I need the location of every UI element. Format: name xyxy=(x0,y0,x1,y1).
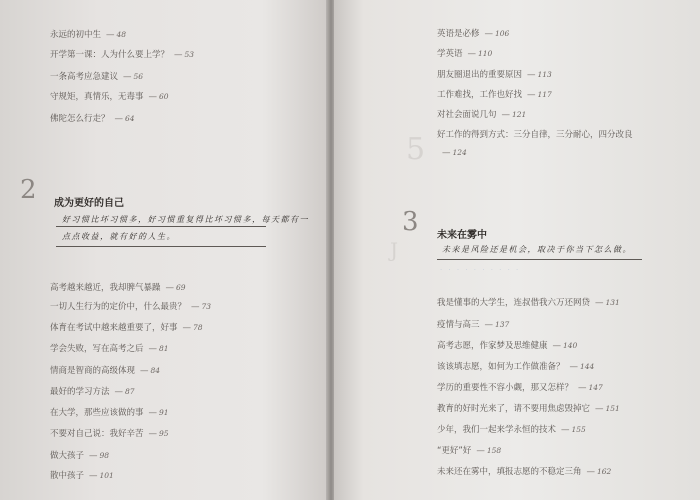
toc-entry-page: 101 xyxy=(99,471,114,480)
chapter-title[interactable]: 未来在雾中 xyxy=(437,230,487,241)
left-page xyxy=(0,0,328,500)
bleed-through-mark: J xyxy=(390,238,399,262)
leader-dash: — xyxy=(578,383,586,393)
toc-entry-page: 117 xyxy=(537,90,552,99)
toc-entry[interactable] xyxy=(437,27,509,39)
toc-entry-page: 60 xyxy=(159,92,169,101)
toc-entry-title: 散中孩子 xyxy=(50,471,85,481)
toc-entry-title: 佛陀怎么行走？ xyxy=(50,114,110,124)
toc-entry-title: 体育在考试中越来越重要了，好事 xyxy=(50,323,178,333)
toc-entry-title: 对社会面说几句 xyxy=(437,110,497,120)
toc-entry[interactable] xyxy=(50,48,194,60)
toc-entry[interactable] xyxy=(50,427,169,439)
toc-entry[interactable] xyxy=(437,128,633,140)
toc-entry[interactable] xyxy=(437,68,552,80)
chapter-subtitle-line-1: 好习惯比坏习惯多，好习惯重复得比坏习惯多，每天都有一 xyxy=(62,215,309,224)
toc-entry[interactable] xyxy=(50,300,211,312)
toc-entry-title: 情商是智商的高级体现 xyxy=(50,366,136,376)
toc-entry-title: 在大学，那些应该做的事 xyxy=(50,408,144,418)
toc-entry-page: 64 xyxy=(125,114,135,123)
toc-entry-page: 48 xyxy=(116,30,127,39)
leader-dash: — xyxy=(484,29,493,39)
toc-entry[interactable] xyxy=(437,423,586,435)
leader-dash: — xyxy=(527,90,535,100)
leader-dash: — xyxy=(595,298,603,308)
toc-entry-page: 158 xyxy=(486,446,502,455)
leader-dash: — xyxy=(527,70,535,80)
leader-dash: — xyxy=(595,404,603,414)
toc-entry-title: 守规矩，真情乐，无毒事 xyxy=(50,92,144,102)
toc-entry-page: 121 xyxy=(512,110,527,119)
toc-entry[interactable] xyxy=(437,444,501,456)
toc-entry-title: 永远的初中生 xyxy=(50,30,102,40)
toc-entry[interactable] xyxy=(437,381,603,393)
chapter-subtitle: 未来是风险还是机会，取决于你当下怎么做。 xyxy=(442,245,632,254)
leader-dash: — xyxy=(140,366,148,376)
toc-entry-page: 144 xyxy=(580,362,595,371)
toc-entry-title: 疫情与高三 xyxy=(437,320,480,330)
toc-entry-title: 一条高考应急建议 xyxy=(50,72,119,82)
toc-entry-page: 124 xyxy=(452,148,467,157)
leader-dash: — xyxy=(106,30,114,40)
toc-entry-page: 137 xyxy=(495,320,510,329)
bleed-through-mark: · · · · · · · · · · xyxy=(440,266,521,274)
toc-entry-title: 英语是必修 xyxy=(437,29,480,39)
leader-dash: — xyxy=(501,110,510,120)
leader-dash: — xyxy=(569,362,578,372)
toc-entry-title: 工作难找，工作也好找 xyxy=(437,90,523,100)
toc-entry-title: 好工作的得到方式：三分自律，三分耐心，四分改良 xyxy=(437,130,633,140)
toc-entry-title: 开学第一课：人为什么要上学？ xyxy=(50,50,170,60)
leader-dash: — xyxy=(114,114,123,124)
toc-entry-title: 不要对自己说：我好辛苦 xyxy=(50,429,144,439)
leader-dash: — xyxy=(148,429,157,439)
toc-entry-title: 未来还在雾中，填报志愿的不稳定三角 xyxy=(437,467,582,477)
toc-entry-page: 69 xyxy=(176,283,186,292)
toc-entry[interactable] xyxy=(437,108,526,120)
toc-entry[interactable] xyxy=(50,385,135,397)
leader-dash: — xyxy=(174,50,182,60)
toc-entry[interactable] xyxy=(437,318,509,330)
leader-dash: — xyxy=(182,323,191,333)
toc-entry-title: 我是懂事的大学生，连叔借我六万还网贷 xyxy=(437,298,591,308)
leader-dash: — xyxy=(148,92,157,102)
toc-entry[interactable] xyxy=(50,28,126,40)
leader-dash: — xyxy=(191,302,199,312)
chapter-divider xyxy=(56,246,266,247)
toc-entry-title: 学英语 xyxy=(437,49,463,59)
toc-entry[interactable] xyxy=(50,90,169,102)
leader-dash: — xyxy=(467,49,476,59)
toc-entry-page: 140 xyxy=(563,341,578,350)
toc-entry-page: 151 xyxy=(605,404,620,413)
leader-dash: — xyxy=(165,283,174,293)
toc-entry-page: 147 xyxy=(588,383,603,392)
chapter-title[interactable]: 成为更好的自己 xyxy=(54,198,124,209)
toc-entry-page: 95 xyxy=(159,429,169,438)
toc-entry[interactable] xyxy=(437,360,594,372)
chapter-number: 2 xyxy=(20,175,37,205)
toc-entry-page: 110 xyxy=(478,49,493,58)
toc-entry-page: 162 xyxy=(597,467,612,476)
leader-dash: — xyxy=(586,467,595,477)
toc-entry-page: 81 xyxy=(159,344,169,353)
toc-entry-page: 113 xyxy=(537,70,552,79)
toc-entry-title: 教育的好时光来了，请不要用焦虑毁掉它 xyxy=(437,404,591,414)
toc-entry-title: 高考越来越近，我却脾气暴躁 xyxy=(50,283,161,293)
toc-entry[interactable] xyxy=(50,70,143,82)
leader-dash: — xyxy=(561,425,569,435)
toc-entry[interactable] xyxy=(437,88,552,100)
chapter-divider xyxy=(437,259,642,260)
toc-entry[interactable] xyxy=(50,112,135,124)
leader-dash: — xyxy=(114,387,123,397)
toc-entry[interactable] xyxy=(50,406,169,418)
toc-entry-continuation[interactable] xyxy=(437,148,467,158)
toc-entry[interactable] xyxy=(437,296,620,308)
toc-entry-title: 朋友圈退出的重要原因 xyxy=(437,70,523,80)
toc-entry-title: 学会失败，写在高考之后 xyxy=(50,344,144,354)
toc-entry[interactable] xyxy=(50,281,186,293)
leader-dash: — xyxy=(484,320,493,330)
toc-entry-title: 最好的学习方法 xyxy=(50,387,110,397)
toc-entry-page: 91 xyxy=(159,408,169,417)
toc-entry-title: 高考志愿，作家梦及思维健康 xyxy=(437,341,548,351)
toc-entry[interactable] xyxy=(437,339,577,351)
toc-entry[interactable] xyxy=(437,47,492,59)
toc-entry[interactable] xyxy=(437,465,611,477)
right-page xyxy=(334,0,700,500)
toc-entry-page: 87 xyxy=(125,387,135,396)
toc-entry[interactable] xyxy=(50,342,169,354)
chapter-divider xyxy=(56,226,266,227)
toc-entry-page: 53 xyxy=(184,50,195,59)
toc-entry-title: 学历的重要性不容小觑，那又怎样？ xyxy=(437,383,574,393)
toc-entry-title: 一切人生行为的定价中，什么最贵？ xyxy=(50,302,187,312)
leader-dash: — xyxy=(148,344,157,354)
toc-entry-title: “更好”好 xyxy=(437,446,472,456)
chapter-number: 3 xyxy=(402,207,419,237)
leader-dash: — xyxy=(442,148,450,158)
toc-entry-title: 少年，我们一起来学永恒的技术 xyxy=(437,425,557,435)
toc-entry-page: 106 xyxy=(495,29,510,38)
toc-entry[interactable] xyxy=(437,402,620,414)
leader-dash: — xyxy=(476,446,484,456)
leader-dash: — xyxy=(123,72,131,82)
toc-entry-page: 131 xyxy=(605,298,620,307)
toc-entry-page: 155 xyxy=(571,425,586,434)
toc-entry[interactable] xyxy=(50,364,160,376)
bleed-through-mark: 5 xyxy=(406,132,426,167)
toc-entry-title: 做大孩子 xyxy=(50,451,85,461)
toc-entry-page: 98 xyxy=(99,451,110,460)
leader-dash: — xyxy=(552,341,561,351)
toc-entry-page: 78 xyxy=(193,323,203,332)
chapter-subtitle-line-2: 点点收益，就有好的人生。 xyxy=(62,232,176,241)
toc-entry[interactable] xyxy=(50,449,109,461)
leader-dash: — xyxy=(148,408,157,418)
toc-entry-page: 73 xyxy=(201,302,212,311)
leader-dash: — xyxy=(89,471,97,481)
leader-dash: — xyxy=(89,451,97,461)
toc-entry-title: 该该填志愿，如何为工作做准备？ xyxy=(437,362,565,372)
toc-entry[interactable] xyxy=(50,469,114,481)
toc-entry-page: 56 xyxy=(133,72,144,81)
toc-entry-page: 84 xyxy=(150,366,161,375)
toc-entry[interactable] xyxy=(50,321,203,333)
